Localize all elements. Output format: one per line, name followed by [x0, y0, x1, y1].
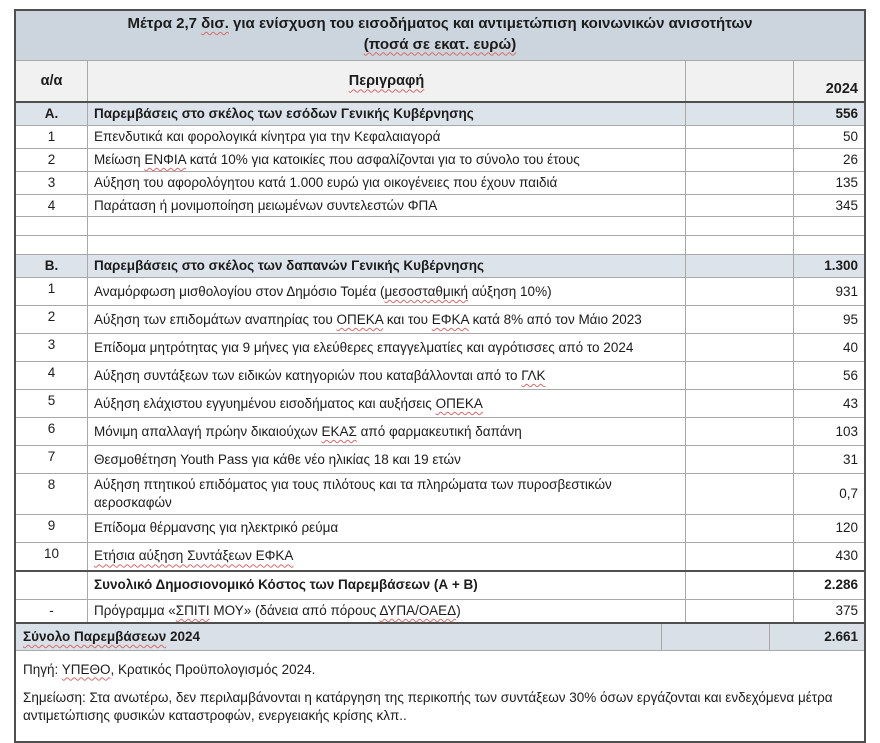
misspelled-text: Περιγραφή: [348, 73, 425, 90]
row-description-text: [94, 476, 679, 512]
text-segment: Επενδυτικά και φορολογικά κίνητρα για την Κεφαλαιαγορά: [94, 129, 441, 145]
section-row: [16, 255, 864, 278]
row-description-text: [94, 105, 474, 123]
row-number: 1: [16, 126, 88, 148]
row-description: [88, 236, 686, 254]
row-description-text: [94, 283, 552, 301]
row-value: 345: [835, 197, 858, 213]
table-row: [16, 195, 864, 218]
row-value: 0,7: [839, 486, 858, 502]
row-description: [88, 103, 686, 125]
text-segment: από φαρμακευτική δαπάνη: [356, 423, 522, 439]
text-segment: Αναμόρφωση μισθολογίου στον Δημόσιο Τομέα (: [94, 283, 385, 299]
row-description-text: [94, 128, 440, 146]
row-number: 2: [16, 149, 88, 171]
row-number: 5: [16, 390, 88, 417]
row-blank-cell: [686, 103, 794, 125]
table-row: [16, 474, 864, 515]
misspelled-text: ΕΦΚΑ: [431, 311, 469, 327]
row-description: [88, 390, 686, 417]
misspelled-text: ΕΝΦΙΑ: [144, 152, 186, 167]
table-row: [16, 334, 864, 362]
row-blank-cell: [686, 446, 794, 473]
row-description-text: [94, 547, 293, 565]
row-value: 56: [842, 367, 858, 383]
row-value: 43: [842, 395, 858, 411]
table-header: [16, 61, 864, 103]
row-number: 10: [16, 543, 88, 570]
row-description-text: [94, 423, 522, 441]
row-value: 40: [842, 339, 858, 355]
text-segment: Επίδομα θέρμανσης για ηλεκτρικό ρεύμα: [94, 520, 339, 536]
row-number: 7: [16, 446, 88, 473]
row-description: [88, 362, 686, 389]
measures-table: [14, 9, 866, 743]
total-row: [16, 570, 864, 600]
row-description: [88, 217, 686, 235]
table-row: [16, 306, 864, 334]
text-segment: , Κρατικός Προϋπολογισμός 2024.: [110, 661, 316, 677]
row-description: [88, 446, 686, 473]
misspelled-text: ΓΛΚ: [521, 367, 546, 383]
misspelled-text: ΟΠΕΚΑ: [435, 395, 483, 411]
text-segment: Θεσμοθέτηση Youth Pass για κάθε νέο ηλικίας 18 και 19 ετών: [94, 451, 461, 467]
table-row: [16, 390, 864, 418]
row-description-text: [94, 576, 478, 594]
row-description-text: [94, 311, 642, 329]
row-description-text: [94, 519, 338, 537]
row-description: [88, 172, 686, 194]
text-segment: Αύξηση ελάχιστου εγγυημένου εισοδήματος και αυξήσεις: [94, 395, 436, 411]
row-blank-cell: [686, 572, 794, 599]
row-blank-cell: [686, 255, 794, 277]
row-value: 931: [835, 283, 858, 299]
text-segment: Πηγή:: [23, 661, 62, 677]
row-number: [16, 217, 88, 235]
table-row: [16, 149, 864, 172]
row-value: 120: [835, 520, 858, 536]
table-row: [16, 543, 864, 570]
text-segment: Επίδομα μητρότητας για 9 μήνες για ελεύθερες επαγγελματίες και αγρότισσες από το 2024: [94, 339, 634, 355]
row-blank-cell: [686, 418, 794, 445]
table-row: [16, 446, 864, 474]
table-row: [16, 600, 864, 622]
row-blank-cell: [686, 362, 794, 389]
table-row: [16, 172, 864, 195]
text-segment: Αύξηση του αφορολόγητου κατά 1.000 ευρώ για οικογένειες που έχουν παιδιά: [94, 174, 558, 190]
row-description-text: [94, 151, 580, 169]
column-header-num: α/α: [16, 61, 88, 101]
row-value: 2.661: [824, 628, 858, 644]
row-number: 6: [16, 418, 88, 445]
row-number: 4: [16, 195, 88, 217]
text-segment: Πρόγραμμα «: [94, 602, 176, 618]
spacer-row: [16, 217, 864, 236]
row-description-text: [94, 197, 437, 215]
table-row: [16, 126, 864, 149]
table-row: [16, 278, 864, 306]
text-segment: αύξηση 10%): [467, 283, 552, 299]
row-blank-cell: [686, 195, 794, 217]
section-row: [16, 103, 864, 126]
row-blank-cell: [686, 515, 794, 542]
misspelled-text: ΕΚΑΣ: [321, 423, 357, 439]
row-description: [88, 126, 686, 148]
row-number: 1: [16, 278, 88, 305]
row-number: [16, 572, 88, 599]
row-description: [88, 306, 686, 333]
row-blank-cell: [686, 306, 794, 333]
row-number: 9: [16, 515, 88, 542]
row-blank-cell: [686, 600, 794, 622]
row-blank-cell: [686, 390, 794, 417]
text-segment: ΜΟΥ» (δάνεια από πόρους: [209, 602, 380, 618]
row-description-text: [94, 339, 633, 357]
misspelled-text: ΟΠΕΚΑ: [336, 311, 384, 327]
row-blank-cell: [686, 334, 794, 361]
row-value: [794, 236, 864, 254]
table-title-line2: [26, 35, 854, 56]
row-number: 8: [16, 474, 88, 514]
row-value: 556: [835, 106, 858, 122]
misspelled-text: (ποσά σε εκατ. ευρώ): [363, 35, 517, 53]
text-segment: Συνολικό Δημοσιονομικό Κόστος των Παρεμβάσεων (Α + Β): [94, 577, 478, 593]
row-description-text: [94, 451, 461, 469]
row-description: [88, 572, 686, 599]
table-title: [16, 11, 864, 61]
row-blank-cell: [686, 172, 794, 194]
column-header-blank: [686, 61, 794, 101]
row-number: 3: [16, 334, 88, 361]
row-value: 31: [842, 451, 858, 467]
row-description: [88, 474, 686, 514]
row-number: 3: [16, 172, 88, 194]
row-value: 430: [835, 548, 858, 564]
text-segment: κατά 10% για κατοικίες που ασφαλίζονται για το σύνολο του έτους: [185, 152, 580, 167]
text-segment: Αύξηση συντάξεων των ειδικών κατηγοριών που καταβάλλονται από το: [94, 367, 522, 383]
row-value: 1.300: [824, 258, 858, 274]
row-description-text: [94, 174, 557, 192]
row-description: [16, 624, 662, 650]
text-segment: ): [456, 602, 461, 618]
spacer-row: [16, 236, 864, 255]
text-segment: 2024: [166, 628, 201, 644]
table-row: [16, 418, 864, 446]
column-header-year: 2024: [825, 81, 858, 98]
row-blank-cell: [686, 474, 794, 514]
text-segment: Μείωση: [94, 152, 145, 167]
row-value: 2.286: [824, 577, 858, 593]
row-number: Α.: [16, 103, 88, 125]
row-description: [88, 255, 686, 277]
row-blank-cell: [686, 149, 794, 171]
table-title-line1: [26, 14, 854, 35]
misspelled-text: μεσοσταθμική: [384, 283, 468, 299]
row-value: 26: [842, 152, 858, 167]
misspelled-text: ΔΥΠΑ/ΟΑΕΔ: [379, 602, 457, 618]
text-segment: Παρεμβάσεις στο σκέλος των εσόδων Γενικής Κυβέρνησης: [94, 106, 474, 122]
row-number: [16, 236, 88, 254]
row-blank-cell: [686, 217, 794, 235]
row-blank-cell: [686, 543, 794, 570]
table-row: [16, 362, 864, 390]
misspelled-text: ΥΠΕΘΟ: [61, 661, 111, 677]
row-value: [794, 217, 864, 235]
row-description: [88, 543, 686, 570]
row-description: [88, 149, 686, 171]
row-number: Β.: [16, 255, 88, 277]
row-blank-cell: [686, 126, 794, 148]
row-value: 375: [835, 602, 858, 618]
grand-row: [16, 622, 864, 651]
row-description: [88, 195, 686, 217]
row-description: [88, 418, 686, 445]
table-row: [16, 515, 864, 543]
row-description: [88, 515, 686, 542]
misspelled-text: Ετήσια αύξηση Συντάξεων ΕΦΚΑ: [94, 548, 294, 564]
row-blank-cell: [686, 278, 794, 305]
row-blank-cell: [662, 624, 770, 650]
row-description-text: [94, 602, 461, 620]
row-value: 103: [835, 423, 858, 439]
row-description: [88, 600, 686, 622]
row-number: 4: [16, 362, 88, 389]
text-segment: Αύξηση των επιδομάτων αναπηρίας του: [94, 311, 337, 327]
row-blank-cell: [686, 236, 794, 254]
text-segment: Παρεμβάσεις στο σκέλος των δαπανών Γενικής Κυβέρνησης: [94, 258, 484, 274]
text-segment: Αύξηση πτητικού επιδόματος για τους πιλότους και τα πληρώματα των πυροσβεστικών αεροσκαφών: [94, 477, 612, 511]
remark-note: [23, 689, 854, 725]
misspelled-text: ΣΠΙΤΙ: [175, 602, 210, 618]
row-description-text: [23, 628, 200, 646]
misspelled-text: Σύνολο Παρεμβάσεων: [23, 628, 167, 644]
table-notes: [16, 651, 864, 742]
misspelled-text: δισ.: [201, 15, 229, 32]
row-number: -: [16, 600, 88, 622]
row-description-text: [94, 395, 483, 413]
row-value: 50: [842, 129, 858, 145]
row-description: [88, 278, 686, 305]
text-segment: κατά 8% από τον Μάιο 2023: [468, 311, 642, 327]
row-value: 135: [835, 174, 858, 190]
text-segment: Μέτρα 2,7: [127, 15, 202, 32]
source-note: [23, 661, 854, 679]
text-segment: για ενίσχυση του εισοδήματος και αντιμετώπιση κοινωνικών ανισοτήτων: [228, 15, 753, 32]
table-body: [16, 103, 864, 650]
row-description-text: [94, 257, 484, 275]
row-description-text: [94, 367, 546, 385]
column-header-description: [88, 61, 686, 101]
text-segment: Παράταση ή μονιμοποίηση μειωμένων συντελεστών ΦΠΑ: [94, 197, 438, 213]
text-segment: και του: [383, 311, 432, 327]
text-segment: Σημείωση: Στα ανωτέρω, δεν περιλαμβάνονται η κατάργηση της περικοπής των συντάξεων 30% όσων εργάζονται και ενδεχόμενα μέτρα αντιμετώπισης φυσικών καταστροφών, ενεργειακής κρίσης κλπ..: [23, 689, 833, 724]
text-segment: Μόνιμη απαλλαγή πρώην δικαιούχων: [94, 423, 322, 439]
row-number: 2: [16, 306, 88, 333]
row-value: 95: [842, 311, 858, 327]
row-description: [88, 334, 686, 361]
